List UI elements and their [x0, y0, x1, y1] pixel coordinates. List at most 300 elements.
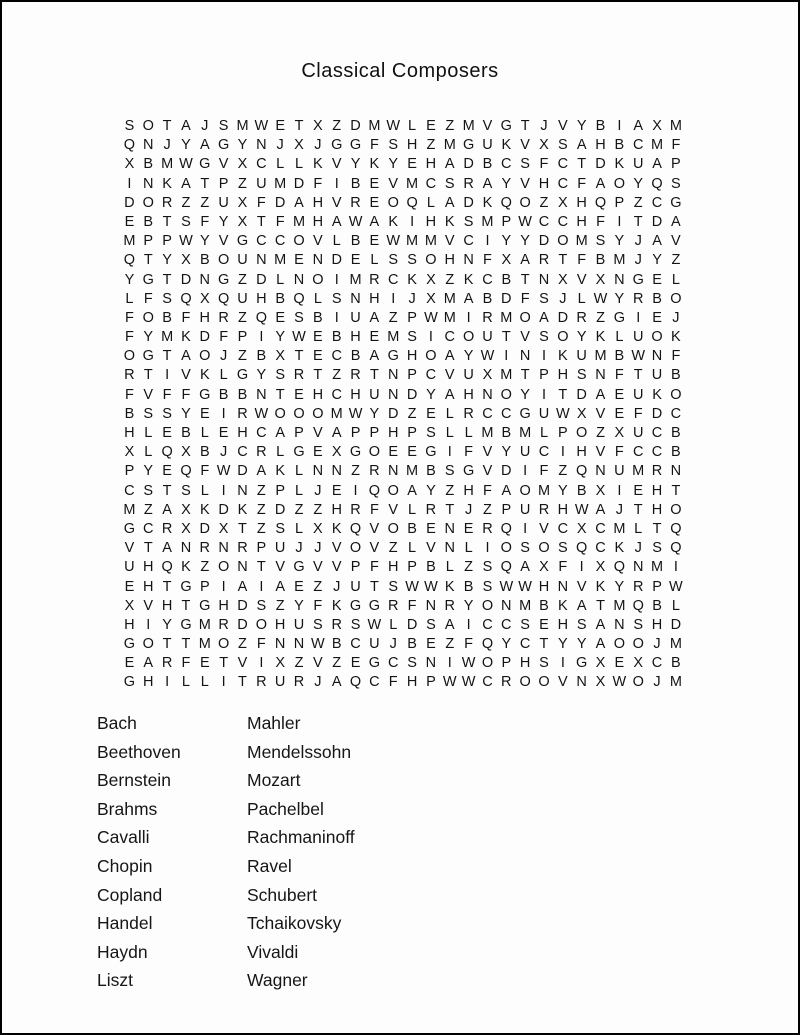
grid-letter: O	[519, 194, 531, 211]
grid-letter: Y	[576, 329, 587, 346]
grid-letter: I	[127, 175, 132, 192]
grid-letter: H	[143, 578, 154, 595]
grid-letter: G	[293, 559, 305, 576]
grid-letter: R	[538, 501, 550, 518]
grid-letter: V	[482, 118, 493, 134]
grid-letter: Z	[332, 367, 342, 384]
grid-letter: S	[520, 156, 530, 173]
grid-letter: Z	[238, 636, 247, 653]
grid-letter: Y	[162, 252, 172, 269]
grid-letter: H	[538, 578, 550, 595]
grid-letter: Y	[576, 636, 587, 653]
grid-letter: G	[199, 597, 211, 614]
grid-letter: M	[669, 674, 682, 691]
grid-letter: X	[294, 137, 304, 154]
grid-letter: H	[331, 501, 342, 518]
grid-letter: V	[181, 367, 191, 384]
grid-letter: L	[276, 444, 285, 461]
grid-letter: S	[143, 482, 154, 499]
grid-letter: Y	[426, 386, 436, 403]
grid-letter: W	[179, 156, 193, 173]
grid-letter: F	[577, 252, 587, 269]
grid-letter: S	[482, 578, 493, 595]
grid-letter: I	[523, 520, 528, 537]
grid-letter: T	[633, 501, 643, 518]
grid-letter: D	[218, 501, 229, 518]
grid-letter: P	[501, 213, 512, 230]
grid-letter: I	[485, 540, 490, 557]
grid-letter: C	[331, 386, 342, 403]
grid-letter: P	[539, 367, 549, 384]
grid-letter: U	[482, 137, 493, 154]
grid-letter: G	[236, 233, 249, 250]
grid-letter: G	[349, 597, 362, 614]
grid-letter: E	[218, 425, 229, 441]
grid-letter: A	[576, 137, 587, 154]
grid-letter: Y	[181, 137, 191, 154]
grid-letter: T	[577, 156, 587, 173]
grid-letter: N	[425, 597, 437, 614]
grid-letter: N	[293, 271, 305, 288]
grid-letter: C	[501, 405, 512, 422]
grid-letter: M	[349, 271, 362, 288]
grid-letter: N	[632, 559, 644, 576]
grid-letter: I	[221, 482, 226, 499]
grid-letter: L	[200, 425, 209, 441]
grid-letter: G	[180, 578, 192, 595]
grid-letter: I	[560, 655, 565, 672]
grid-letter: G	[519, 405, 531, 422]
grid-letter: J	[333, 578, 341, 595]
grid-row	[120, 424, 686, 443]
grid-letter: F	[558, 559, 568, 576]
grid-letter: I	[466, 616, 471, 633]
grid-letter: F	[577, 175, 587, 192]
grid-letter: V	[520, 137, 530, 154]
grid-letter: M	[519, 597, 532, 614]
grid-letter: B	[482, 290, 493, 307]
grid-letter: S	[557, 540, 568, 557]
grid-letter: L	[294, 463, 304, 480]
grid-row	[120, 501, 686, 520]
grid-letter: B	[671, 425, 681, 441]
grid-letter: C	[595, 520, 606, 537]
grid-letter: V	[313, 559, 323, 576]
grid-letter: K	[181, 329, 191, 346]
grid-letter: A	[595, 616, 606, 633]
grid-letter: D	[199, 329, 211, 346]
grid-letter: B	[576, 482, 587, 499]
grid-letter: Z	[388, 540, 398, 557]
grid-letter: D	[237, 463, 248, 480]
grid-letter: P	[162, 233, 172, 250]
grid-letter: J	[276, 137, 284, 154]
word-list-item: Chopin	[97, 855, 153, 876]
word-list-item: Beethoven	[97, 741, 181, 762]
grid-letter: Z	[426, 137, 436, 154]
grid-letter: I	[485, 233, 490, 250]
grid-letter: G	[500, 118, 512, 134]
grid-letter: D	[293, 175, 305, 192]
grid-letter: S	[275, 367, 285, 384]
grid-letter: P	[124, 463, 135, 480]
word-list-item: Handel	[97, 913, 153, 934]
grid-letter: Q	[651, 175, 663, 192]
grid-letter: C	[651, 425, 663, 441]
grid-letter: V	[331, 559, 342, 576]
grid-letter: L	[445, 405, 454, 422]
grid-letter: K	[331, 520, 342, 537]
grid-letter: M	[537, 482, 551, 499]
grid-letter: N	[218, 540, 229, 557]
grid-letter: Q	[180, 463, 192, 480]
grid-letter: S	[652, 540, 662, 557]
grid-letter: Q	[670, 540, 682, 557]
grid-letter: X	[124, 156, 135, 173]
grid-letter: S	[256, 597, 267, 614]
grid-letter: G	[142, 271, 154, 288]
grid-letter: Z	[238, 348, 247, 365]
grid-letter: R	[482, 520, 493, 537]
word-list-item: Bernstein	[97, 770, 171, 791]
grid-letter: H	[444, 252, 455, 269]
grid-letter: I	[259, 655, 264, 672]
grid-letter: M	[651, 559, 664, 576]
grid-letter: C	[538, 444, 550, 461]
grid-letter: S	[162, 290, 172, 307]
grid-letter: N	[143, 137, 154, 154]
grid-letter: B	[350, 348, 361, 365]
grid-letter: N	[614, 616, 625, 633]
grid-letter: T	[162, 118, 172, 134]
grid-letter: Z	[238, 175, 247, 192]
grid-letter: L	[464, 425, 473, 441]
grid-letter: T	[256, 559, 266, 576]
grid-letter: R	[161, 194, 173, 211]
grid-letter: O	[387, 194, 399, 211]
grid-letter: A	[331, 674, 342, 691]
grid-letter: R	[350, 194, 361, 211]
grid-letter: C	[444, 329, 455, 346]
grid-letter: Q	[613, 559, 625, 576]
grid-letter: S	[576, 367, 587, 384]
word-list-item: Cavalli	[97, 827, 150, 848]
grid-letter: P	[294, 425, 304, 441]
grid-letter: T	[162, 271, 172, 288]
grid-letter: O	[613, 175, 625, 192]
grid-letter: T	[143, 367, 153, 384]
grid-letter: Y	[275, 329, 285, 346]
grid-letter: M	[161, 329, 174, 346]
grid-row	[120, 271, 686, 290]
grid-letter: X	[218, 520, 229, 537]
grid-letter: W	[348, 213, 363, 230]
grid-letter: E	[275, 118, 285, 134]
grid-letter: K	[463, 271, 474, 288]
grid-letter: Q	[670, 520, 682, 537]
grid-letter: D	[237, 597, 248, 614]
grid-letter: S	[463, 213, 474, 230]
grid-letter: X	[181, 501, 191, 518]
grid-letter: T	[596, 597, 605, 614]
grid-letter: N	[651, 348, 663, 365]
grid-letter: P	[426, 674, 436, 691]
grid-letter: H	[256, 290, 267, 307]
grid-letter: G	[331, 137, 343, 154]
grid-letter: U	[124, 559, 135, 576]
grid-letter: D	[274, 194, 286, 211]
grid-letter: C	[274, 233, 286, 250]
grid-letter: I	[504, 348, 509, 365]
grid-letter: E	[331, 482, 342, 499]
grid-letter: Q	[255, 309, 267, 326]
grid-letter: Z	[313, 578, 323, 595]
grid-letter: L	[464, 540, 473, 557]
grid-letter: A	[407, 482, 417, 499]
grid-letter: H	[538, 175, 550, 192]
grid-letter: X	[313, 118, 323, 134]
grid-letter: G	[462, 137, 475, 154]
grid-letter: A	[143, 655, 154, 672]
grid-letter: M	[406, 233, 419, 250]
grid-letter: N	[293, 636, 305, 653]
grid-letter: N	[143, 175, 154, 192]
grid-letter: Q	[293, 290, 305, 307]
grid-letter: L	[294, 156, 304, 173]
grid-letter: Y	[501, 444, 512, 461]
grid-letter: G	[123, 674, 136, 691]
grid-letter: F	[313, 597, 323, 614]
grid-letter: R	[124, 367, 135, 384]
grid-letter: N	[387, 463, 399, 480]
grid-letter: N	[519, 348, 531, 365]
grid-letter: A	[444, 194, 455, 211]
grid-letter: C	[369, 674, 380, 691]
grid-letter: E	[294, 578, 304, 595]
grid-letter: P	[369, 425, 380, 441]
grid-letter: V	[237, 655, 248, 672]
grid-letter: F	[407, 597, 417, 614]
grid-letter: Z	[181, 194, 191, 211]
grid-letter: C	[557, 175, 569, 192]
grid-letter: H	[312, 213, 324, 230]
grid-letter: I	[617, 482, 622, 499]
grid-letter: I	[410, 213, 415, 230]
grid-letter: U	[369, 636, 380, 653]
grid-letter: G	[123, 520, 136, 537]
grid-letter: B	[199, 444, 210, 461]
grid-letter: J	[653, 636, 661, 653]
grid-letter: K	[444, 578, 455, 595]
grid-letter: W	[555, 405, 570, 422]
grid-letter: E	[652, 309, 662, 326]
grid-letter: T	[633, 367, 643, 384]
grid-letter: I	[334, 309, 339, 326]
grid-letter: V	[313, 655, 323, 672]
grid-letter: I	[428, 329, 433, 346]
grid-letter: Z	[238, 271, 247, 288]
grid-letter: L	[294, 482, 304, 499]
grid-letter: F	[369, 501, 379, 518]
grid-letter: J	[220, 444, 228, 461]
grid-letter: Y	[501, 175, 512, 192]
grid-letter: F	[388, 674, 398, 691]
grid-letter: U	[519, 444, 531, 461]
grid-letter: Q	[500, 194, 512, 211]
grid-letter: M	[406, 175, 419, 192]
grid-letter: W	[311, 636, 325, 653]
grid-letter: A	[444, 616, 455, 633]
grid-letter: K	[482, 194, 493, 211]
grid-letter: H	[425, 213, 437, 230]
grid-letter: N	[237, 559, 248, 576]
grid-letter: C	[595, 540, 606, 557]
grid-letter: M	[669, 118, 682, 134]
grid-letter: U	[369, 386, 380, 403]
grid-letter: N	[463, 252, 474, 269]
grid-letter: F	[219, 329, 229, 346]
grid-letter: S	[595, 233, 606, 250]
grid-letter: N	[444, 540, 455, 557]
grid-letter: S	[143, 405, 154, 422]
grid-letter: F	[162, 386, 172, 403]
grid-letter: G	[368, 655, 381, 672]
grid-letter: Z	[275, 597, 285, 614]
word-list-item: Vivaldi	[247, 941, 299, 962]
grid-letter: O	[519, 309, 531, 326]
grid-letter: F	[483, 252, 492, 269]
grid-letter: F	[520, 290, 530, 307]
grid-letter: T	[238, 674, 247, 691]
grid-letter: M	[500, 367, 513, 384]
word-list-item: Haydn	[97, 941, 148, 962]
grid-letter: S	[388, 137, 399, 154]
grid-letter: S	[539, 290, 549, 307]
grid-letter: N	[576, 674, 587, 691]
grid-letter: X	[275, 655, 285, 672]
grid-row	[120, 558, 686, 577]
grid-letter: A	[501, 482, 512, 499]
grid-letter: E	[407, 444, 417, 461]
grid-letter: B	[595, 118, 606, 134]
grid-letter: G	[142, 348, 154, 365]
grid-letter: H	[218, 597, 229, 614]
grid-letter: J	[314, 482, 322, 499]
grid-letter: Z	[256, 501, 266, 518]
grid-letter: R	[237, 540, 248, 557]
grid-letter: R	[463, 175, 474, 192]
grid-letter: G	[293, 444, 305, 461]
grid-letter: A	[369, 213, 380, 230]
grid-letter: S	[576, 616, 587, 633]
grid-letter: U	[632, 425, 644, 441]
grid-letter: E	[369, 233, 380, 250]
grid-letter: N	[256, 137, 267, 154]
grid-letter: W	[424, 309, 438, 326]
grid-letter: M	[613, 252, 626, 269]
grid-letter: C	[425, 175, 437, 192]
grid-letter: A	[595, 175, 606, 192]
grid-letter: U	[632, 329, 644, 346]
grid-letter: H	[406, 137, 418, 154]
grid-letter: C	[256, 425, 267, 441]
grid-letter: T	[652, 520, 662, 537]
grid-letter: Y	[614, 233, 625, 250]
grid-letter: D	[538, 233, 550, 250]
grid-letter: Z	[464, 559, 474, 576]
grid-letter: O	[387, 520, 399, 537]
grid-letter: P	[218, 175, 229, 192]
grid-letter: A	[275, 425, 285, 441]
grid-letter: T	[558, 386, 568, 403]
grid-letter: M	[198, 636, 211, 653]
word-list-item: Wagner	[247, 970, 308, 991]
grid-letter: I	[391, 290, 396, 307]
grid-letter: M	[123, 233, 136, 250]
grid-letter: E	[407, 156, 417, 173]
grid-letter: U	[614, 463, 625, 480]
grid-letter: N	[256, 386, 267, 403]
grid-letter: D	[557, 309, 569, 326]
grid-letter: C	[501, 156, 512, 173]
grid-letter: I	[673, 559, 678, 576]
grid-letter: Y	[576, 118, 587, 134]
grid-letter: N	[274, 636, 286, 653]
grid-letter: Z	[445, 271, 455, 288]
grid-letter: Q	[349, 520, 362, 537]
grid-letter: C	[557, 520, 569, 537]
grid-letter: C	[519, 636, 531, 653]
grid-letter: K	[275, 463, 285, 480]
grid-letter: Z	[200, 194, 210, 211]
grid-letter: V	[557, 118, 568, 134]
grid-letter: O	[632, 674, 644, 691]
grid-letter: W	[574, 501, 589, 518]
grid-letter: B	[143, 156, 154, 173]
grid-row	[120, 309, 686, 328]
grid-letter: O	[255, 616, 267, 633]
grid-letter: I	[560, 444, 565, 461]
grid-letter: O	[670, 386, 682, 403]
grid-letter: C	[124, 482, 135, 499]
grid-letter: L	[276, 156, 285, 173]
grid-letter: O	[123, 348, 136, 365]
grid-letter: G	[576, 655, 588, 672]
grid-letter: Z	[256, 482, 266, 499]
grid-letter: W	[442, 674, 457, 691]
grid-letter: H	[124, 616, 135, 633]
grid-letter: W	[499, 578, 514, 595]
grid-letter: B	[331, 329, 342, 346]
grid-letter: Q	[576, 540, 588, 557]
word-list-item: Copland	[97, 884, 163, 905]
grid-letter: O	[293, 405, 305, 422]
grid-letter: M	[443, 137, 456, 154]
grid-letter: P	[275, 482, 285, 499]
grid-letter: O	[500, 540, 512, 557]
grid-letter: J	[634, 540, 642, 557]
grid-letter: Y	[294, 597, 304, 614]
grid-letter: R	[369, 463, 380, 480]
grid-letter: H	[143, 674, 154, 691]
grid-letter: Y	[557, 636, 568, 653]
grid-letter: V	[482, 463, 493, 480]
grid-letter: L	[426, 194, 435, 211]
grid-letter: W	[631, 348, 646, 365]
grid-letter: S	[482, 559, 493, 576]
grid-letter: B	[407, 636, 417, 653]
grid-letter: C	[425, 367, 437, 384]
